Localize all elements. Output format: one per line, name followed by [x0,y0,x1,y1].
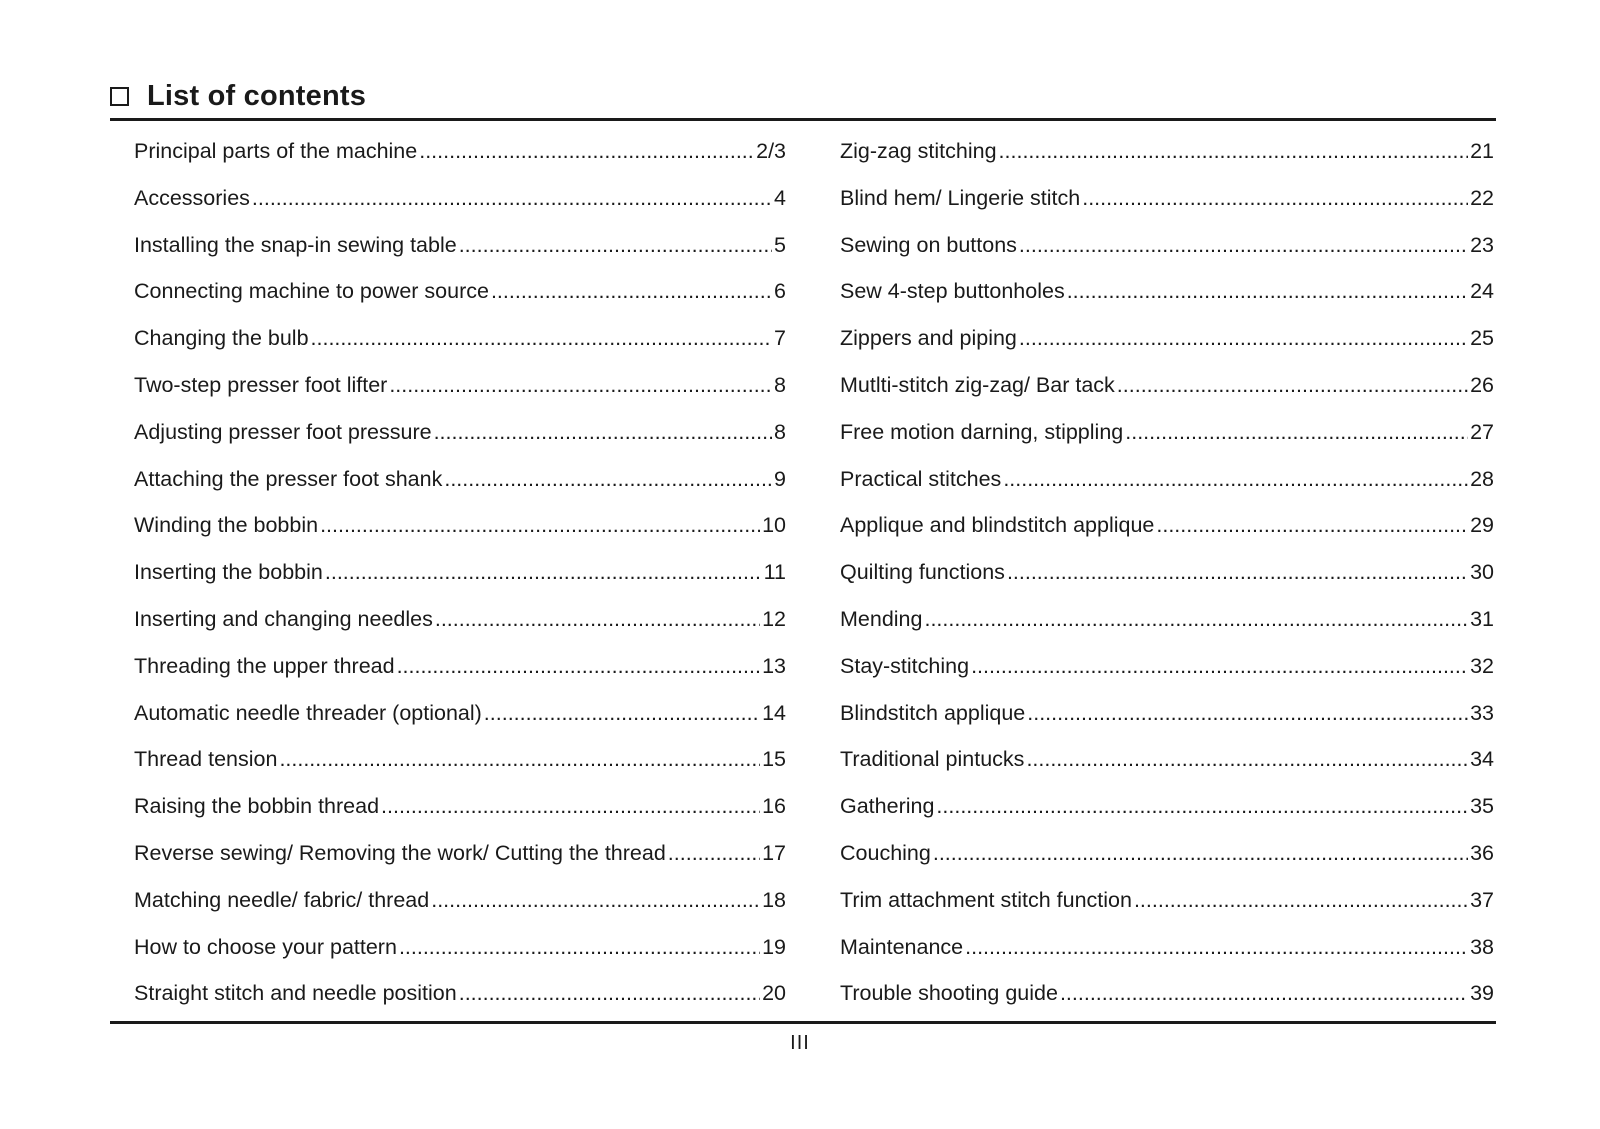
dot-leader [1003,456,1468,503]
toc-entry [134,549,786,596]
toc-entry-page: 16 [762,794,786,819]
toc-entry-title: Changing the bulb [134,326,309,351]
toc-entry-page: 21 [1470,139,1494,163]
toc-entry-page: 12 [762,606,786,631]
toc-entry-page: 5 [774,232,786,257]
toc-entry [134,924,786,971]
toc-entry-title: Mending [840,606,923,631]
toc-entry-title: Thread tension [134,747,278,772]
toc-entry-title: Trim attachment stitch function [840,887,1132,912]
toc-entry-page: 2/3 [756,139,786,163]
toc-entry-title: Automatic needle threader (optional) [134,700,482,725]
page-number: III [790,1032,810,1054]
dot-leader [419,128,754,175]
toc-entry-title: Applique and blindstitch applique [840,513,1155,538]
toc-entry-page: 9 [774,466,786,491]
dot-leader [311,315,773,362]
dot-leader [399,924,760,971]
toc-entry [134,315,786,362]
toc-entry-title: Connecting machine to power source [134,279,489,304]
dot-leader [459,970,760,1017]
toc-entry [840,736,1494,783]
toc-entry [134,830,786,877]
toc-entry-page: 34 [1470,747,1494,772]
toc-entry-title: Blind hem/ Lingerie stitch [840,185,1081,210]
toc-entry-title: Stay-stitching [840,653,970,678]
toc-entry-page: 33 [1470,700,1494,725]
dot-leader [1027,690,1468,737]
toc-entry-page: 18 [762,887,786,912]
toc-entry [840,175,1494,222]
toc-entry-page: 4 [774,185,786,210]
toc-entry-page: 38 [1470,934,1494,959]
toc-entry-title: Trouble shooting guide [840,981,1058,1006]
toc-entry-page: 8 [774,419,786,444]
toc-entry [134,877,786,924]
toc-entry-page: 11 [763,560,786,585]
toc-entry-page: 29 [1470,513,1494,538]
toc-entry-title: Attaching the presser foot shank [134,466,443,491]
toc-entry-page: 24 [1470,279,1494,304]
dot-leader [434,409,772,456]
toc-entry-page: 6 [774,279,786,304]
dot-leader [252,175,772,222]
dot-leader [389,362,772,409]
toc-entry [134,409,786,456]
toc-entry-title: Maintenance [840,934,964,959]
toc-entry [840,690,1494,737]
toc-entry-title: Blindstitch applique [840,700,1026,725]
toc-entry [134,268,786,315]
toc-entry-title: Reverse sewing/ Removing the work/ Cutting the thread [134,840,666,865]
dot-leader [936,783,1468,830]
toc-entry-page: 30 [1470,560,1494,585]
dot-leader [381,783,760,830]
toc-entry-page: 20 [762,981,786,1006]
toc-entry-title: Threading the upper thread [134,653,395,678]
toc-entry [840,128,1494,175]
toc-entry-page: 28 [1470,466,1494,491]
toc-entry [840,268,1494,315]
toc-entry-page: 25 [1470,326,1494,351]
toc-entry-title: Principal parts of the machine [134,139,418,163]
toc-entry [840,502,1494,549]
toc-entry-title: Zig-zag stitching [840,139,997,163]
dot-leader [1125,409,1468,456]
toc-entry-title: Matching needle/ fabric/ thread [134,887,430,912]
dot-leader [971,643,1468,690]
toc-entry [840,830,1494,877]
dot-leader [965,924,1468,971]
toc-entry-title: Gathering [840,794,935,819]
toc-entry-title: Raising the bobbin thread [134,794,380,819]
toc-entry-page: 39 [1470,981,1494,1006]
toc-entry-title: Adjusting presser foot pressure [134,419,432,444]
toc-entry [840,924,1494,971]
toc-entry [134,502,786,549]
toc-entry-title: How to choose your pattern [134,934,397,959]
toc-entry [134,970,786,1017]
toc-entry-title: Mutlti-stitch zig-zag/ Bar tack [840,372,1115,397]
toc-entry-title: Inserting and changing needles [134,606,433,631]
toc-entry-title: Couching [840,840,931,865]
toc-entry-title: Practical stitches [840,466,1002,491]
dot-leader [491,268,772,315]
dot-leader [999,128,1469,175]
toc-entry [840,970,1494,1017]
dot-leader [1134,877,1468,924]
dot-leader [279,736,760,783]
toc-entry-title: Straight stitch and needle position [134,981,457,1006]
toc-entry-title: Sewing on buttons [840,232,1017,257]
dot-leader [444,456,772,503]
toc-entry-page: 36 [1470,840,1494,865]
toc-entry-title: Zippers and piping [840,326,1017,351]
toc-entry-page: 13 [762,653,786,678]
toc-entry-page: 17 [762,840,786,865]
toc-entry-page: 35 [1470,794,1494,819]
toc-entry [840,409,1494,456]
dot-leader [668,830,760,877]
toc-entry [840,315,1494,362]
dot-leader [1019,222,1468,269]
toc-entry-page: 8 [774,372,786,397]
toc-entry-title: Installing the snap-in sewing table [134,232,457,257]
toc-entry-page: 26 [1470,372,1494,397]
toc-left-column [134,128,786,1017]
toc-entry-page: 27 [1470,419,1494,444]
toc-entry-page: 37 [1470,887,1494,912]
toc-entry-page: 31 [1470,606,1494,631]
toc-entry-title: Sew 4-step buttonholes [840,279,1065,304]
toc-entry [134,690,786,737]
toc-entry [840,549,1494,596]
page-title: List of contents [147,79,367,112]
toc-entry [840,877,1494,924]
toc-entry-title: Two-step presser foot lifter [134,372,388,397]
toc-entry [840,783,1494,830]
toc-entry [840,222,1494,269]
toc-entry-page: 15 [762,747,786,772]
dot-leader [320,502,760,549]
page-header [110,76,366,116]
dot-leader [325,549,762,596]
dot-leader [1067,268,1468,315]
dot-leader [1007,549,1468,596]
toc-entry-title: Winding the bobbin [134,513,319,538]
toc-entry-page: 23 [1470,232,1494,257]
toc-entry [134,456,786,503]
dot-leader [397,643,761,690]
dot-leader [924,596,1468,643]
toc-entry [840,362,1494,409]
toc-entry [134,596,786,643]
toc-entry [134,175,786,222]
dot-leader [435,596,760,643]
toc-entry-title: Inserting the bobbin [134,560,323,585]
dot-leader [1026,736,1468,783]
toc-entry-page: 10 [762,513,786,538]
toc-right-column [840,128,1494,1017]
toc-entry [134,362,786,409]
toc-entry-page: 7 [774,326,786,351]
dot-leader [1082,175,1468,222]
toc-entry [134,222,786,269]
dot-leader [1060,970,1468,1017]
toc-entry [840,643,1494,690]
toc-entry [134,736,786,783]
toc-entry [840,456,1494,503]
dot-leader [484,690,760,737]
dot-leader [431,877,760,924]
toc-entry [134,643,786,690]
toc-entry-page: 14 [762,700,786,725]
toc-entry-page: 32 [1470,653,1494,678]
toc-entry [134,783,786,830]
toc-entry-page: 19 [762,934,786,959]
toc-entry-title: Quilting functions [840,560,1005,585]
dot-leader [1019,315,1468,362]
toc-entry [840,596,1494,643]
dot-leader [1117,362,1468,409]
toc-entry-title: Free motion darning, stippling [840,419,1124,444]
toc-entry-page: 22 [1470,185,1494,210]
bottom-divider [110,1021,1496,1024]
toc-entry [134,128,786,175]
dot-leader [933,830,1468,877]
toc-entry-title: Traditional pintucks [840,747,1025,772]
toc-entry-title: Accessories [134,185,250,210]
dot-leader [459,222,772,269]
top-divider [110,118,1496,121]
dot-leader [1156,502,1468,549]
square-bullet-icon [110,87,129,106]
